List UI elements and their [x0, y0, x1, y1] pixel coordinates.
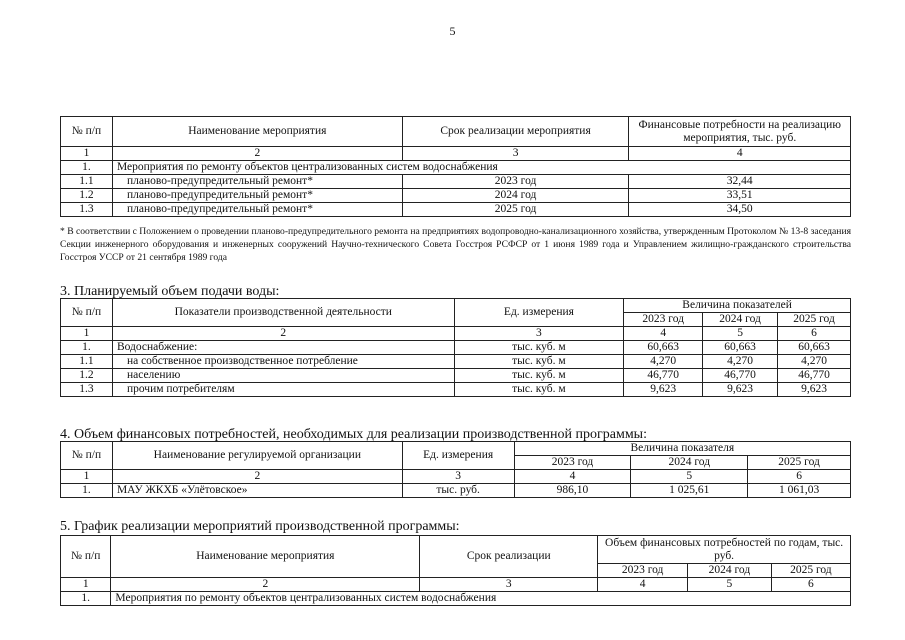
col-number: 5 [703, 327, 778, 341]
col-header: Величина показателей [624, 299, 851, 313]
col-header: № п/п [61, 117, 113, 147]
cell: 4,270 [624, 355, 703, 369]
col-number: 1 [61, 470, 113, 484]
cell: 46,770 [703, 369, 778, 383]
cell: 1.3 [61, 383, 113, 397]
header-row [61, 117, 851, 147]
section-heading: 5. График реализации мероприятий производственной программы: [60, 519, 460, 534]
cell: планово-предупредительный ремонт* [112, 189, 402, 203]
cell: 2023 год [402, 175, 629, 189]
col-header: Наименование регулируемой организации [112, 442, 402, 470]
activities-table [60, 116, 851, 217]
col-header: Наименование мероприятия [112, 117, 402, 147]
col-header: Величина показателя [514, 442, 850, 456]
cell: 9,623 [624, 383, 703, 397]
header-row [61, 536, 851, 564]
col-number: 4 [624, 327, 703, 341]
cell: МАУ ЖКХБ «Улётовское» [112, 484, 402, 498]
table-row [61, 189, 851, 203]
section-row [61, 161, 851, 175]
financial-needs-table [60, 441, 851, 498]
column-number-row [61, 147, 851, 161]
water-supply-table [60, 298, 851, 397]
cell: на собственное производственное потребление [112, 355, 454, 369]
section-title: Мероприятия по ремонту объектов централизованных систем водоснабжения [112, 161, 850, 175]
cell: планово-предупредительный ремонт* [112, 175, 402, 189]
cell: 34,50 [629, 203, 851, 217]
table-row [61, 369, 851, 383]
cell: 1. [61, 341, 113, 355]
header-row [61, 299, 851, 313]
cell: 1.2 [61, 369, 113, 383]
col-number: 3 [454, 327, 624, 341]
cell: 2024 год [402, 189, 629, 203]
year-header: 2024 год [703, 313, 778, 327]
table-row [61, 355, 851, 369]
col-number: 3 [420, 578, 598, 592]
col-number: 4 [514, 470, 631, 484]
cell: 9,623 [703, 383, 778, 397]
cell: 9,623 [778, 383, 851, 397]
col-number: 4 [629, 147, 851, 161]
column-number-row [61, 327, 851, 341]
col-header: № п/п [61, 442, 113, 470]
section-title: Мероприятия по ремонту объектов централизованных систем водоснабжения [111, 592, 851, 606]
col-number: 2 [112, 470, 402, 484]
cell: 1.1 [61, 175, 113, 189]
col-number: 1 [61, 327, 113, 341]
cell: планово-предупредительный ремонт* [112, 203, 402, 217]
col-number: 6 [778, 327, 851, 341]
col-header: Срок реализации [420, 536, 598, 578]
footnote: * В соответствии с Положением о проведении планово-предупредительного ремонта на предприятиях водопроводно-канализационного хозяйства, утвержденным Протоколом № 13-8 заседания Секции инженерного оборудования и инженерных сооружений Научно-технического Совета Госстроя РСФСР от 1 июня 1989 года и Управлением жилищно-гражданского строительства Госстроя УССР от 21 сентября 1989 года [60, 226, 851, 263]
col-header: Финансовые потребности на реализацию мероприятия, тыс. руб. [629, 117, 851, 147]
year-header: 2025 год [771, 564, 850, 578]
cell: 32,44 [629, 175, 851, 189]
year-header: 2025 год [748, 456, 851, 470]
cell: 1.2 [61, 189, 113, 203]
col-header: Ед. измерения [402, 442, 514, 470]
cell: 1.3 [61, 203, 113, 217]
cell: тыс. куб. м [454, 369, 624, 383]
header-row [61, 442, 851, 456]
cell: 1.1 [61, 355, 113, 369]
year-header: 2025 год [778, 313, 851, 327]
cell: 60,663 [703, 341, 778, 355]
cell: 60,663 [624, 341, 703, 355]
table-row [61, 203, 851, 217]
cell: тыс. куб. м [454, 355, 624, 369]
table-row [61, 175, 851, 189]
cell: Водоснабжение: [112, 341, 454, 355]
year-header: 2024 год [688, 564, 772, 578]
section-heading: 4. Объем финансовых потребностей, необходимых для реализации производственной программы: [60, 427, 647, 442]
cell: 4,270 [703, 355, 778, 369]
col-number: 6 [771, 578, 850, 592]
section-number: 1. [61, 592, 111, 606]
cell: 46,770 [624, 369, 703, 383]
table-row [61, 341, 851, 355]
col-header: Срок реализации мероприятия [402, 117, 629, 147]
cell: 1 025,61 [631, 484, 748, 498]
cell: тыс. руб. [402, 484, 514, 498]
cell: прочим потребителям [112, 383, 454, 397]
col-number: 3 [402, 470, 514, 484]
page-number: 5 [449, 24, 456, 38]
cell: 33,51 [629, 189, 851, 203]
section-heading: 3. Планируемый объем подачи воды: [60, 284, 280, 299]
col-number: 2 [111, 578, 420, 592]
col-number: 3 [402, 147, 629, 161]
column-number-row [61, 578, 851, 592]
col-header: Показатели производственной деятельности [112, 299, 454, 327]
cell: 1. [61, 484, 113, 498]
cell: 4,270 [778, 355, 851, 369]
table-row [61, 484, 851, 498]
cell: 986,10 [514, 484, 631, 498]
col-number: 5 [631, 470, 748, 484]
cell: тыс. куб. м [454, 383, 624, 397]
col-number: 1 [61, 147, 113, 161]
col-header: № п/п [61, 536, 111, 578]
cell: тыс. куб. м [454, 341, 624, 355]
column-number-row [61, 470, 851, 484]
col-header: Ед. измерения [454, 299, 624, 327]
section-row [61, 592, 851, 606]
col-header: Объем финансовых потребностей по годам, тыс. руб. [598, 536, 851, 564]
year-header: 2023 год [624, 313, 703, 327]
year-header: 2024 год [631, 456, 748, 470]
schedule-table [60, 535, 851, 606]
col-number: 2 [112, 327, 454, 341]
cell: 46,770 [778, 369, 851, 383]
section-number: 1. [61, 161, 113, 175]
col-number: 1 [61, 578, 111, 592]
col-number: 2 [112, 147, 402, 161]
col-header: № п/п [61, 299, 113, 327]
cell: 60,663 [778, 341, 851, 355]
col-number: 4 [598, 578, 688, 592]
cell: населению [112, 369, 454, 383]
col-number: 6 [748, 470, 851, 484]
table-row [61, 383, 851, 397]
year-header: 2023 год [598, 564, 688, 578]
cell: 2025 год [402, 203, 629, 217]
cell: 1 061,03 [748, 484, 851, 498]
col-number: 5 [688, 578, 772, 592]
col-header: Наименование мероприятия [111, 536, 420, 578]
year-header: 2023 год [514, 456, 631, 470]
